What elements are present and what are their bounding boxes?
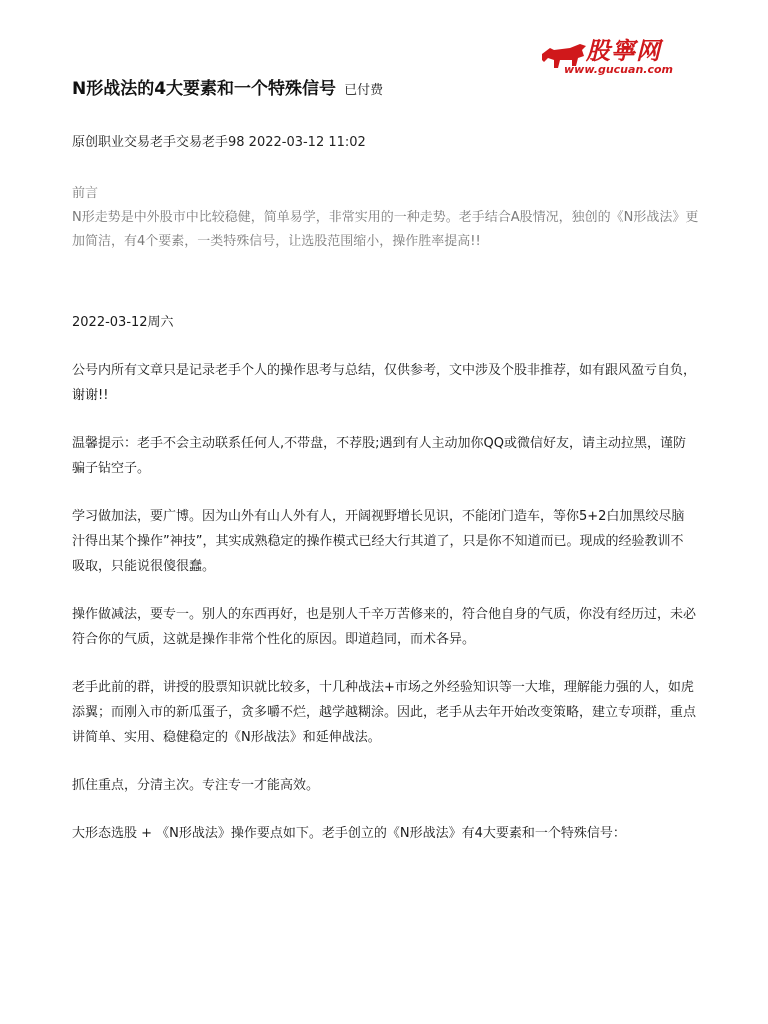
logo-url: www.gucuan.com <box>564 63 673 76</box>
article-body <box>72 310 696 869</box>
site-logo[interactable] <box>540 38 720 78</box>
paragraph: 抓住重点，分清主次。专注专一才能高效。 <box>72 778 320 793</box>
article-title-text: N形战法的4大要素和一个特殊信号 <box>72 79 337 99</box>
article-meta: 原创职业交易老手交易老手98 2022-03-12 11:02 <box>72 135 366 150</box>
date-line: 2022-03-12周六 <box>72 315 174 330</box>
paragraph: 操作做减法，要专一。别人的东西再好，也是别人千辛万苦修来的，符合他自身的气质，你没有经历过，未必符合你的气质，这就是操作非常个性化的原因。即道趋同，而术各异。 <box>72 607 697 647</box>
preface-text: N形走势是中外股市中比较稳健，简单易学，非常实用的一种走势。老手结合A股情况，独创的《N形战法》更加简洁，有4个要素，一类特殊信号，让选股范围缩小，操作胜率提高!! <box>72 210 699 249</box>
paragraph: 温馨提示：老手不会主动联系任何人,不带盘，不荐股;遇到有人主动加你QQ或微信好友，请主动拉黑，谨防骗子钻空子。 <box>72 436 686 476</box>
preface-label: 前言 <box>72 186 99 201</box>
logo-text: 股寧网 <box>586 37 661 65</box>
paragraph: 学习做加法，要广博。因为山外有山人外有人，开阔视野增长见识，不能闭门造车，等你5+2白加黑绞尽脑汁得出某个操作”神技”，其实成熟稳定的操作模式已经大行其道了，只是你不知道而已。现成的经验教训不吸取，只能说很傻很蠢。 <box>72 509 685 574</box>
paid-tag: 已付费 <box>344 83 384 98</box>
paragraph: 大形态选股 + 《N形战法》操作要点如下。老手创立的《N形战法》有4大要素和一个特殊信号： <box>72 826 626 841</box>
paragraph: 老手此前的群，讲授的股票知识就比较多，十几种战法+市场之外经验知识等一大堆，理解能力强的人，如虎添翼；而刚入市的新瓜蛋子，贪多嚼不烂，越学越糊涂。因此，老手从去年开始改变策略，建立专项群，重点讲简单、实用、稳健稳定的《N形战法》和延伸战法。 <box>72 680 697 745</box>
paragraph: 公号内所有文章只是记录老手个人的操作思考与总结，仅供参考，文中涉及个股非推荐，如有跟风盈亏自负，谢谢!! <box>72 363 697 403</box>
preface <box>72 182 702 254</box>
article-title <box>72 74 383 99</box>
